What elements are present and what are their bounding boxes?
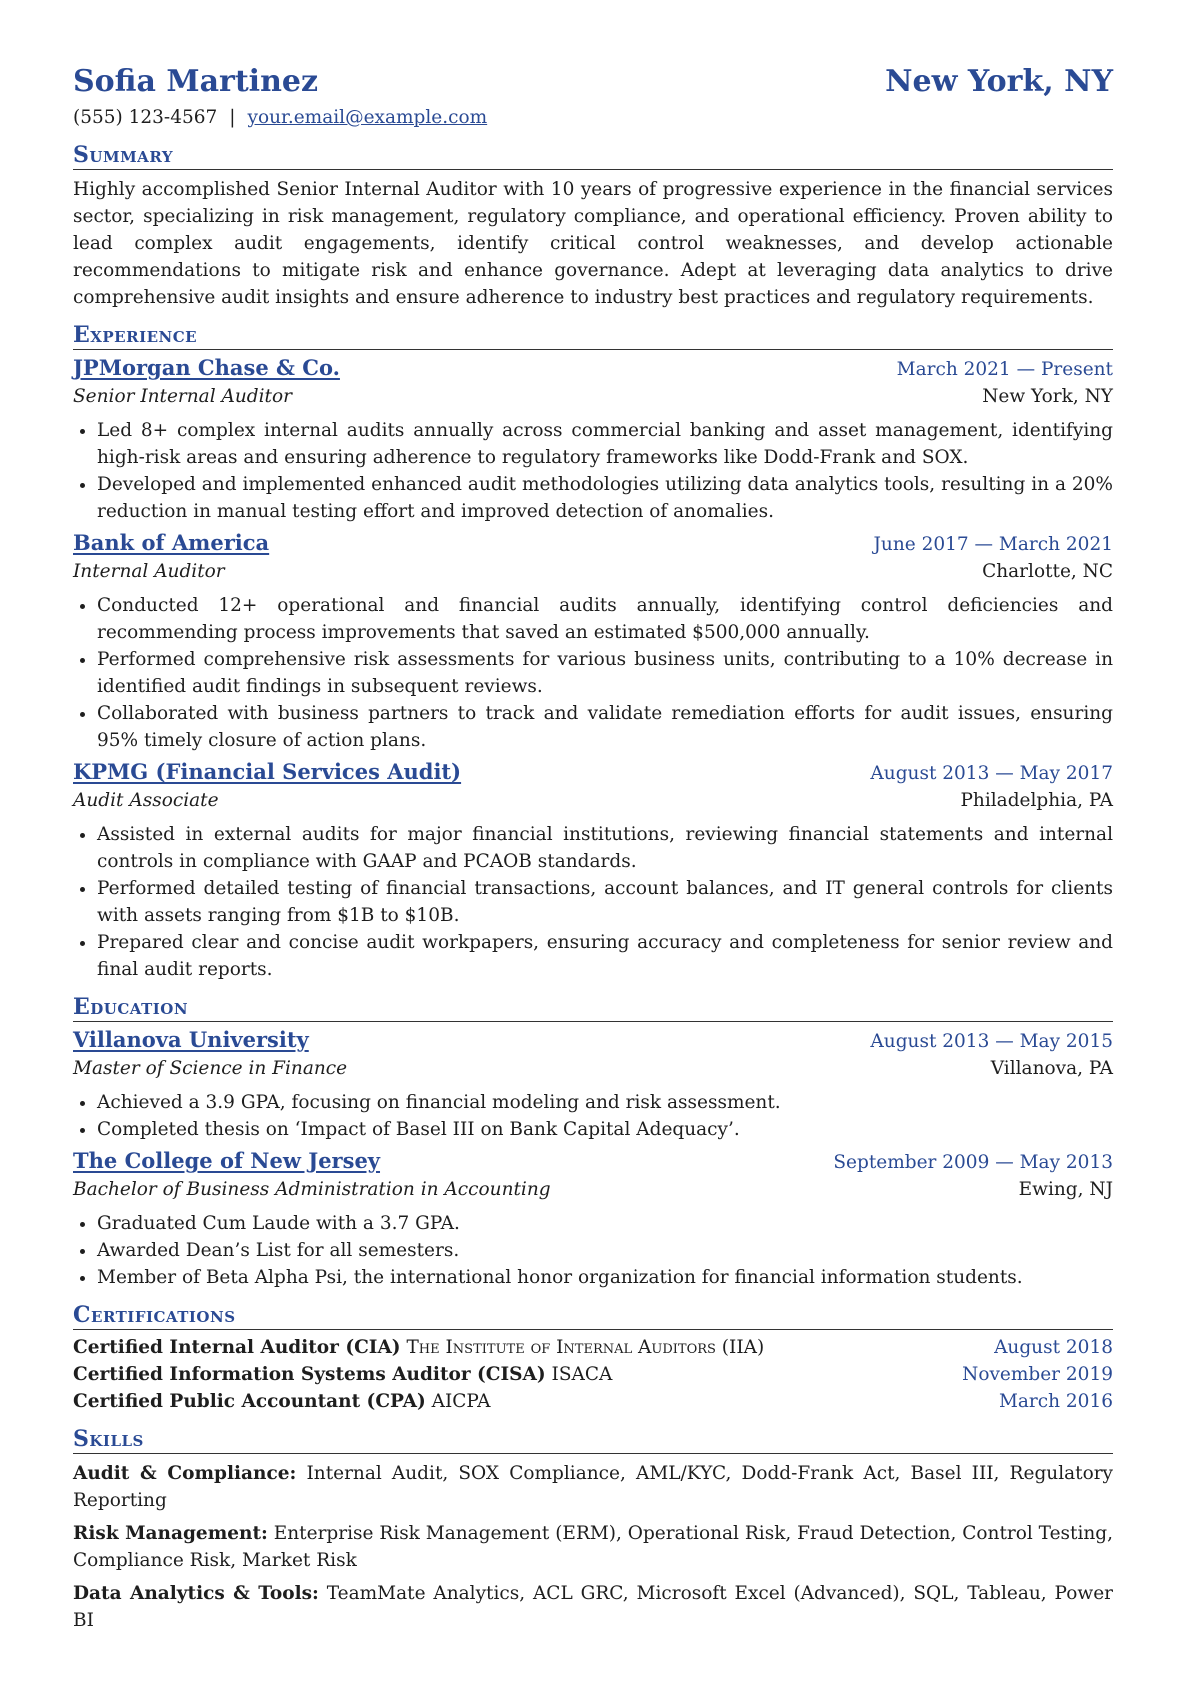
entry-location: Villanova, PA <box>990 1058 1113 1079</box>
entry-dates: August 2013 — May 2015 <box>870 1031 1113 1052</box>
bullet-item: • Conducted 12+ operational and financial audits annually, identifying control deficiencies and recommending process improvements that saved an estimated $500,000 annually. <box>97 592 1113 646</box>
candidate-location: New York, NY <box>885 64 1113 99</box>
bullet-item: • Developed and implemented enhanced audit methodologies utilizing data analytics tools, resulting in a 20% reduction in manual testing effort and improved detection of anomalies. <box>97 471 1113 525</box>
resume-header <box>73 62 1113 102</box>
certification-issuer: ISACA <box>551 1364 613 1385</box>
certification-list <box>73 1334 1113 1415</box>
skill-row <box>73 1460 1113 1514</box>
bullet-item: • Awarded Dean’s List for all semesters. <box>97 1237 1113 1264</box>
certification-name: Certified Internal Auditor (CIA) <box>73 1337 401 1358</box>
experience-entry <box>73 354 1113 525</box>
phone-number: (555) 123-4567 <box>73 107 218 128</box>
experience-entry <box>73 758 1113 983</box>
certification-date: March 2016 <box>998 1391 1113 1412</box>
employer-link[interactable]: KPMG (Financial Services Audit) <box>73 759 462 784</box>
bullet-item: • Graduated Cum Laude with a 3.7 GPA. <box>97 1210 1113 1237</box>
school-link[interactable]: The College of New Jersey <box>73 1148 381 1173</box>
skill-items: Enterprise Risk Management (ERM), Operational Risk, Fraud Detection, Control Testing, Compliance Risk, Market Risk <box>73 1523 1113 1571</box>
job-title: Senior Internal Auditor <box>73 386 292 407</box>
skill-category: Risk Management: <box>73 1523 268 1544</box>
bullet-item: • Member of Beta Alpha Psi, the international honor organization for financial information students. <box>97 1264 1113 1291</box>
contact-line <box>73 104 1113 131</box>
skill-category: Data Analytics & Tools: <box>73 1583 319 1604</box>
section-title-certifications: Certifications <box>73 1301 1113 1330</box>
employer-link[interactable]: JPMorgan Chase & Co. <box>73 355 340 380</box>
certification-issuer: The Institute of Internal Auditors (IIA) <box>406 1337 765 1358</box>
section-title-summary: Summary <box>73 141 1113 170</box>
skill-items: TeamMate Analytics, ACL GRC, Microsoft Excel (Advanced), SQL, Tableau, Power BI <box>73 1583 1113 1631</box>
certification-issuer: AICPA <box>431 1391 491 1412</box>
school-link[interactable]: Villanova University <box>73 1027 309 1052</box>
entry-location: Charlotte, NC <box>982 561 1113 582</box>
education-entry <box>73 1147 1113 1291</box>
entry-location: Philadelphia, PA <box>960 790 1113 811</box>
entry-location: Ewing, NJ <box>1018 1179 1113 1200</box>
entry-location: New York, NY <box>982 386 1113 407</box>
skill-row <box>73 1520 1113 1574</box>
bullet-item: • Collaborated with business partners to track and validate remediation efforts for audit issues, ensuring 95% timely closure of action plans. <box>97 700 1113 754</box>
bullet-item: • Assisted in external audits for major financial institutions, reviewing financial statements and internal controls in compliance with GAAP and PCAOB standards. <box>97 821 1113 875</box>
certification-name: Certified Public Accountant (CPA) <box>73 1391 426 1412</box>
degree-title: Bachelor of Business Administration in Accounting <box>73 1179 551 1200</box>
entry-dates: June 2017 — March 2021 <box>873 534 1113 555</box>
entry-dates: March 2021 — Present <box>896 359 1113 380</box>
entry-dates: August 2013 — May 2017 <box>870 763 1113 784</box>
bullet-item: • Completed thesis on ‘Impact of Basel III on Bank Capital Adequacy’. <box>97 1116 1113 1143</box>
bullet-list <box>73 1210 1113 1291</box>
job-title: Audit Associate <box>73 790 219 811</box>
bullet-item: • Performed detailed testing of financial transactions, account balances, and IT general controls for clients with assets ranging from $1B to $10B. <box>97 875 1113 929</box>
bullet-item: • Achieved a 3.9 GPA, focusing on financial modeling and risk assessment. <box>97 1089 1113 1116</box>
education-entry <box>73 1026 1113 1143</box>
certification-date: August 2018 <box>994 1337 1113 1358</box>
bullet-list <box>73 821 1113 983</box>
job-title: Internal Auditor <box>73 561 225 582</box>
skill-row <box>73 1580 1113 1634</box>
bullet-item: • Performed comprehensive risk assessments for various business units, contributing to a 10% decrease in identified audit findings in subsequent reviews. <box>97 646 1113 700</box>
summary-text: Highly accomplished Senior Internal Auditor with 10 years of progressive experience in the financial services sector, specializing in risk management, regulatory compliance, and operational efficiency. Proven ability to lead complex audit engagements, identify critical control weaknesses, and develop actionable recommendations to mitigate risk and enhance governance. Adept at leveraging data analytics to drive comprehensive audit insights and ensure adherence to industry best practices and regulatory requirements. <box>73 179 1113 308</box>
certification-row <box>73 1361 1113 1388</box>
candidate-name: Sofia Martinez <box>73 64 319 99</box>
contact-separator: | <box>229 107 236 128</box>
bullet-list <box>73 417 1113 525</box>
experience-entry <box>73 529 1113 754</box>
employer-link[interactable]: Bank of America <box>73 530 270 555</box>
certification-row <box>73 1334 1113 1361</box>
section-title-skills: Skills <box>73 1425 1113 1454</box>
bullet-item: • Prepared clear and concise audit workpapers, ensuring accuracy and completeness for senior review and final audit reports. <box>97 929 1113 983</box>
entry-dates: September 2009 — May 2013 <box>833 1152 1113 1173</box>
certification-name: Certified Information Systems Auditor (CISA) <box>73 1364 546 1385</box>
skill-category: Audit & Compliance: <box>73 1463 297 1484</box>
email-link[interactable]: your.email@example.com <box>247 107 488 128</box>
bullet-item: • Led 8+ complex internal audits annually across commercial banking and asset management, identifying high-risk areas and ensuring adherence to regulatory frameworks like Dodd-Frank and SOX. <box>97 417 1113 471</box>
certification-row <box>73 1388 1113 1415</box>
certification-date: November 2019 <box>962 1364 1113 1385</box>
bullet-list <box>73 592 1113 754</box>
bullet-list <box>73 1089 1113 1143</box>
skill-items: Internal Audit, SOX Compliance, AML/KYC, Dodd-Frank Act, Basel III, Regulatory Reporting <box>73 1463 1114 1511</box>
section-title-education: Education <box>73 993 1113 1022</box>
section-title-experience: Experience <box>73 321 1113 350</box>
degree-title: Master of Science in Finance <box>73 1058 348 1079</box>
